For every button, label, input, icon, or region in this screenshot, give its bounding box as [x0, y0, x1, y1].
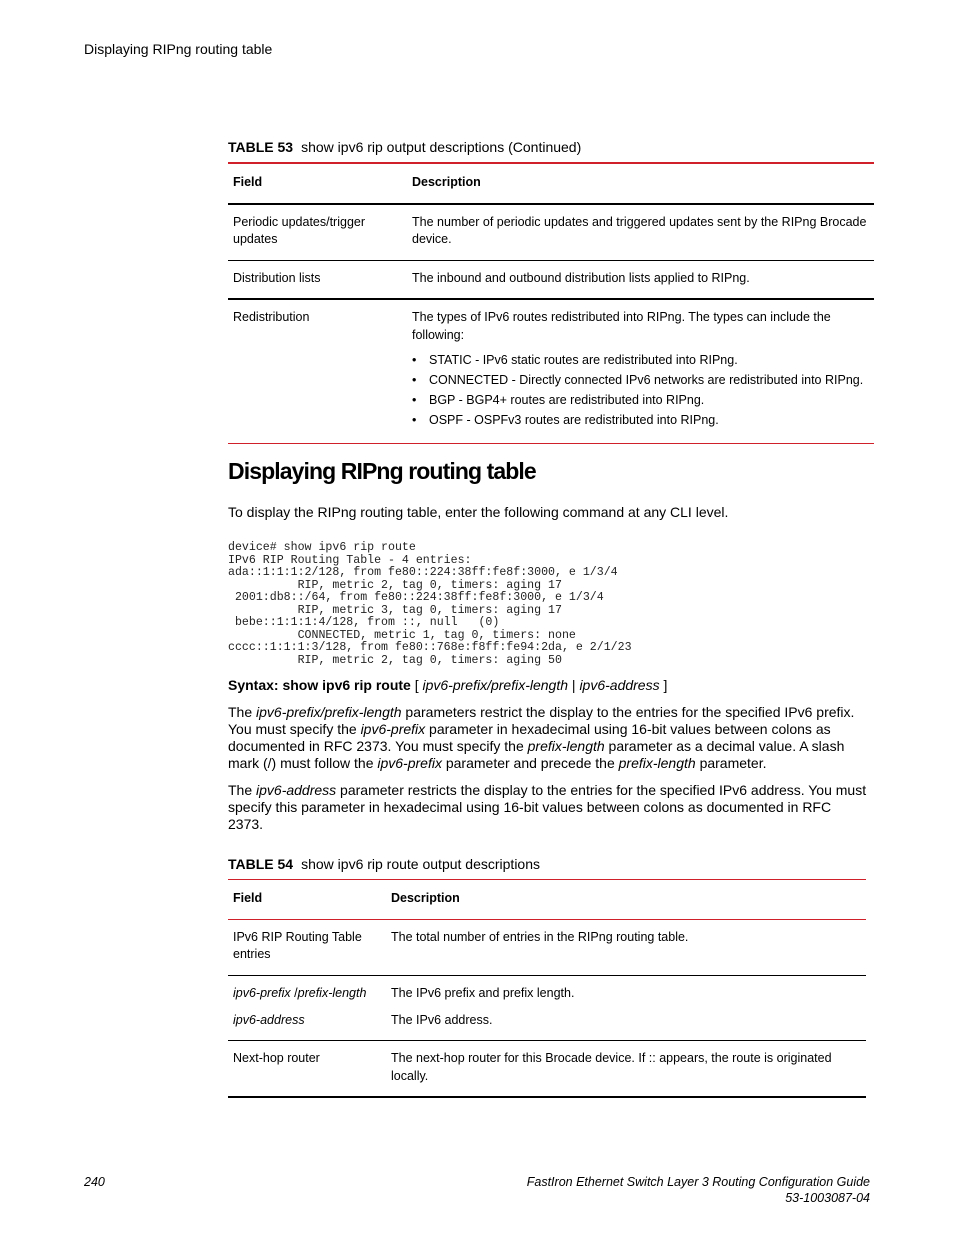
- prefix-paragraph: [228, 704, 868, 772]
- table-row: [228, 260, 874, 299]
- column-header-description: Description: [412, 175, 481, 189]
- description-cell: [386, 975, 866, 1041]
- param: ipv6-address: [233, 1012, 305, 1027]
- running-header: Displaying RIPng routing table: [84, 41, 273, 57]
- table-label: TABLE 54: [228, 856, 294, 872]
- table-54-caption: [228, 856, 540, 872]
- description-text: The types of IPv6 routes redistributed into RIPng. The types can include the following:: [412, 310, 831, 342]
- table-header-row: [228, 880, 866, 920]
- text: parameter in hexadecimal using 16-bit values between colons as documented in RFC 2373. You must specify the: [228, 721, 831, 754]
- text: parameter as a decimal value. A slash mark (/) must follow the: [228, 738, 845, 771]
- bullet-list: [412, 352, 869, 430]
- text: The: [228, 704, 257, 720]
- column-header-description: Description: [391, 891, 460, 905]
- syntax-command: Syntax: show ipv6 rip route: [228, 677, 411, 693]
- param: prefix-length: [297, 985, 367, 1000]
- address-paragraph: [228, 782, 868, 833]
- list-item: • CONNECTED - Directly connected IPv6 networks are redistributed into RIPng.: [412, 372, 869, 390]
- param: prefix-length: [618, 755, 696, 771]
- text: The: [228, 782, 257, 798]
- field-text: [233, 985, 381, 1003]
- table-row: [228, 919, 866, 975]
- param: ipv6-address: [256, 782, 337, 798]
- footer-guide-title: FastIron Ethernet Switch Layer 3 Routing Configuration Guide: [526, 1175, 870, 1189]
- param: ipv6-prefix/prefix-length: [256, 704, 402, 720]
- text: parameter restricts the display to the entries for the specified IPv6 address. You must specify this parameter in hexadecimal using 16-bit values between colons as documented in RFC 2373.: [228, 782, 867, 832]
- text: /: [290, 985, 298, 1000]
- cli-output: device# show ipv6 rip route IPv6 RIP Routing Table - 4 entries: ada::1:1:1:2/128, from fe80::224:38ff:fe8f:3000, e 1/3/4 RIP, metric 2, tag 0, timers: aging 17 2001:db8::/64, from fe80::224:38ff:fe8f:3000, e 1/3/4 RIP, metric 3, tag 0, timers: aging 17 bebe::1:1:1:4/128, from ::, null (0) CONNECTED, metric 1, tag 0, timers: none cccc::1:1:1:3/128, from fe80::768e:f8ff:fe94:2da, e 2/1/23 RIP, metric 2, tag 0, timers: aging 50: [228, 541, 632, 667]
- text: parameter and precede the: [441, 755, 619, 771]
- syntax-pipe: |: [571, 677, 576, 693]
- table-row: [228, 975, 866, 1041]
- syntax-line: [228, 677, 667, 693]
- field-text: [233, 1012, 381, 1030]
- table-row: [228, 204, 874, 261]
- table-54: [228, 879, 866, 1098]
- footer-doc-number: 53-1003087-04: [785, 1191, 870, 1205]
- field-cell: Periodic updates/trigger updates: [233, 214, 366, 246]
- table-title: show ipv6 rip route output descriptions: [301, 856, 541, 872]
- table-title: show ipv6 rip output descriptions (Continued): [301, 139, 582, 155]
- field-cell: Distribution lists: [233, 270, 321, 285]
- table-53-caption: [228, 139, 581, 155]
- text: parameters restrict the display to the entries for the specified IPv6 prefix. You must specify the: [228, 704, 855, 737]
- page-number: 240: [84, 1175, 105, 1189]
- table-row: [228, 299, 874, 444]
- description-text: The IPv6 address.: [391, 1012, 493, 1027]
- description-cell: The number of periodic updates and triggered updates sent by the RIPng Brocade device.: [412, 214, 867, 246]
- param: ipv6-prefix: [360, 721, 426, 737]
- description-cell: The total number of entries in the RIPng routing table.: [391, 929, 689, 944]
- description-cell: The next-hop router for this Brocade device. If :: appears, the route is originated locally.: [391, 1051, 832, 1083]
- table-label: TABLE 53: [228, 139, 294, 155]
- field-cell: IPv6 RIP Routing Table entries: [233, 929, 362, 961]
- list-item: • OSPF - OSPFv3 routes are redistributed into RIPng.: [412, 412, 869, 430]
- syntax-bracket: ]: [663, 677, 668, 693]
- description-cell: The inbound and outbound distribution lists applied to RIPng.: [412, 270, 750, 285]
- table-53: [228, 162, 874, 444]
- description-cell: [407, 299, 874, 444]
- text: parameter.: [695, 755, 767, 771]
- syntax-bracket: [: [414, 677, 419, 693]
- list-item: • BGP - BGP4+ routes are redistributed into RIPng.: [412, 392, 869, 410]
- syntax-param: ipv6-prefix/prefix-length: [422, 677, 569, 693]
- section-heading: Displaying RIPng routing table: [228, 458, 536, 484]
- description-text: The IPv6 prefix and prefix length.: [391, 985, 575, 1000]
- field-cell: Next-hop router: [233, 1051, 320, 1065]
- syntax-param: ipv6-address: [579, 677, 660, 693]
- list-item: • STATIC - IPv6 static routes are redistributed into RIPng.: [412, 352, 869, 370]
- column-header-field: Field: [233, 891, 263, 905]
- table-header-row: [228, 163, 874, 204]
- column-header-field: Field: [233, 175, 263, 189]
- field-cell: [228, 975, 386, 1041]
- field-cell: Redistribution: [233, 310, 310, 324]
- param: ipv6-prefix: [233, 985, 291, 1000]
- intro-paragraph: To display the RIPng routing table, enter the following command at any CLI level.: [228, 504, 729, 520]
- table-row: [228, 1041, 866, 1098]
- param: prefix-length: [527, 738, 605, 754]
- param: ipv6-prefix: [377, 755, 442, 771]
